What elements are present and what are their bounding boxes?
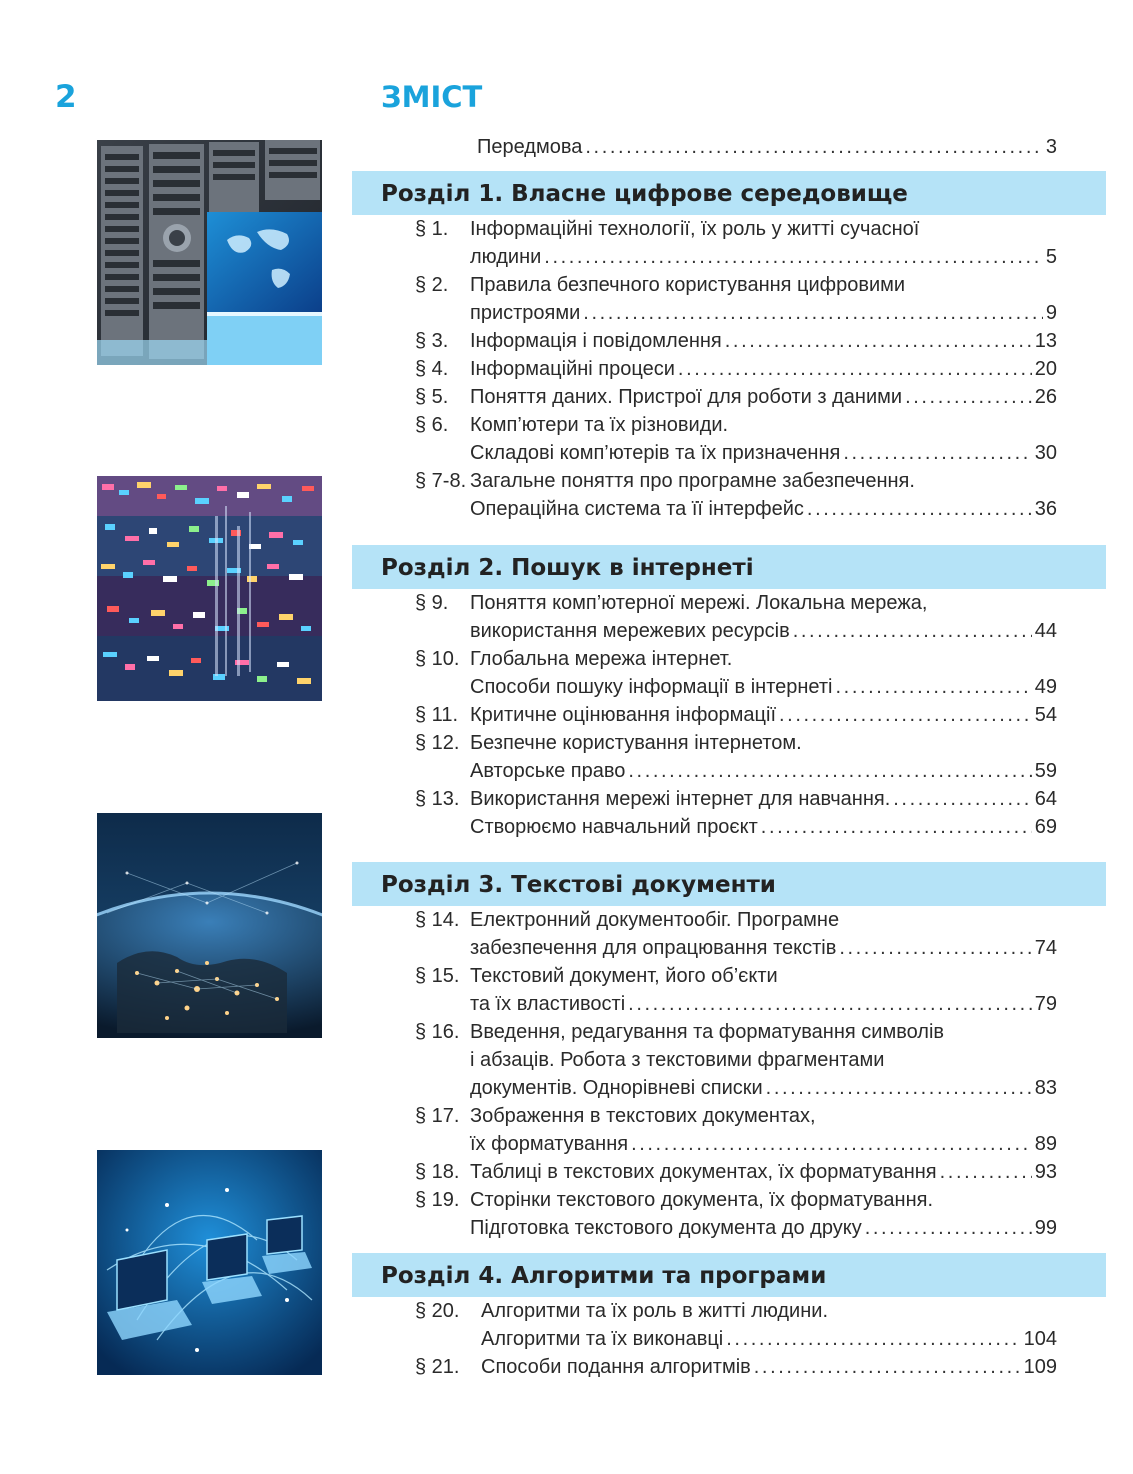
leader-dots <box>754 1353 1021 1381</box>
toc-entry-continued[interactable] <box>415 757 1057 785</box>
toc-entry-title: Створюємо навчальний проєкт <box>470 816 758 838</box>
toc-entry[interactable] <box>415 729 1057 757</box>
leader-dots <box>585 133 1043 161</box>
toc-entry-page: 36 <box>1034 498 1057 520</box>
leader-dots <box>628 990 1032 1018</box>
toc-entry-continued[interactable] <box>415 1130 1057 1158</box>
toc-entry-continued[interactable] <box>415 299 1057 327</box>
leader-dots <box>893 785 1032 813</box>
toc-entry-number: § 9. <box>415 592 449 614</box>
toc-entry-title: Текстовий документ, його об’єкти <box>470 965 778 987</box>
toc-entry-title: документів. Однорівневі списки <box>470 1077 763 1099</box>
toc-entry-number: § 19. <box>415 1189 460 1211</box>
toc-entry-title: Електронний документообіг. Програмне <box>470 909 840 931</box>
toc-entry[interactable] <box>415 383 1057 411</box>
toc-entry-title: Зображення в текстових документах, <box>470 1105 816 1127</box>
toc-entry[interactable] <box>415 701 1057 729</box>
toc-entry-title: Загальне поняття про програмне забезпечення. <box>470 470 915 492</box>
leader-dots <box>628 757 1031 785</box>
toc-entry-title: Таблиці в текстових документах, їх форматування <box>470 1161 937 1183</box>
toc-entry-title: Передмова <box>477 136 583 158</box>
toc-entry-page: 109 <box>1023 1356 1057 1378</box>
toc-entry[interactable] <box>415 1297 1057 1325</box>
toc-entry-title: використання мережевих ресурсів <box>470 620 790 642</box>
toc-entry-title: людини <box>470 246 542 268</box>
toc-entry-continued[interactable] <box>415 1074 1057 1102</box>
toc-entry-continued[interactable] <box>415 990 1057 1018</box>
section-header[interactable] <box>352 171 1106 215</box>
leader-dots <box>678 355 1032 383</box>
data-stream-photo <box>97 476 322 701</box>
toc-entry-number: § 20. <box>415 1300 460 1322</box>
toc-entry[interactable] <box>415 271 1057 299</box>
toc-entry[interactable] <box>415 813 1057 841</box>
toc-entry[interactable] <box>415 355 1057 383</box>
toc-entry-page: 79 <box>1034 993 1057 1015</box>
page-number: 2 <box>55 79 77 115</box>
leader-dots <box>725 327 1032 355</box>
earth-network-photo <box>97 813 322 1038</box>
toc-entry-number: § 6. <box>415 414 449 436</box>
toc-entry-number: § 21. <box>415 1356 460 1378</box>
toc-entry-title: та їх властивості <box>470 993 626 1015</box>
leader-dots <box>793 617 1032 645</box>
toc-entry[interactable] <box>415 906 1057 934</box>
toc-entry-page: 69 <box>1034 816 1057 838</box>
leader-dots <box>807 495 1032 523</box>
toc-entry-page: 59 <box>1034 760 1057 782</box>
server-room-photo <box>97 140 322 365</box>
toc-entry-title: їх форматування <box>470 1133 629 1155</box>
toc-entry-title: пристроями <box>470 302 581 324</box>
toc-entry-title: Поняття комп’ютерної мережі. Локальна мережа, <box>470 592 928 614</box>
leader-dots <box>905 383 1032 411</box>
toc-entry-number: § 11. <box>415 704 458 726</box>
toc-entry[interactable] <box>415 467 1057 495</box>
toc-entry-title: Комп’ютери та їх різновиди. <box>470 414 729 436</box>
toc-entry-title: Безпечне користування інтернетом. <box>470 732 802 754</box>
toc-entry-title: Способи пошуку інформації в інтернеті <box>470 676 833 698</box>
toc-entry-page: 30 <box>1034 442 1057 464</box>
leader-dots <box>843 439 1031 467</box>
toc-entry-number: § 7-8. <box>415 470 467 492</box>
leader-dots <box>631 1130 1032 1158</box>
toc-entry-title: Складові комп’ютерів та їх призначення <box>470 442 841 464</box>
toc-entry-continued[interactable] <box>415 439 1057 467</box>
section-title: Розділ 1. Власне цифрове середовище <box>381 181 908 207</box>
toc-entry-title: Алгоритми та їх роль в житті людини. <box>481 1300 829 1322</box>
leader-dots <box>726 1325 1020 1353</box>
toc-entry[interactable] <box>415 645 1057 673</box>
toc-entry-title: Правила безпечного користування цифровими <box>470 274 906 296</box>
toc-entry[interactable] <box>415 327 1057 355</box>
toc-entry-continued[interactable] <box>415 495 1057 523</box>
toc-entry-title: Авторське право <box>470 760 626 782</box>
toc-entry-page: 74 <box>1034 937 1057 959</box>
toc-entry[interactable] <box>415 589 1057 617</box>
toc-entry-page: 9 <box>1045 302 1057 324</box>
toc-entry[interactable] <box>415 1353 1057 1381</box>
toc-entry[interactable] <box>415 215 1057 243</box>
toc-entry-number: § 13. <box>415 788 460 810</box>
toc-entry-number: § 10. <box>415 648 460 670</box>
toc-entry-number: § 3. <box>415 330 449 352</box>
toc-entry-page: 49 <box>1034 676 1057 698</box>
page-title: ЗМІСТ <box>381 80 483 114</box>
toc-entry-number: § 4. <box>415 358 449 380</box>
toc-entry-page: 20 <box>1034 358 1057 380</box>
leader-dots <box>583 299 1043 327</box>
toc-entry-title: Алгоритми та їх виконавці <box>481 1328 724 1350</box>
toc-entry-title: Введення, редагування та форматування символів <box>470 1021 945 1043</box>
toc-entry-number: § 16. <box>415 1021 460 1043</box>
toc-entry-title: забезпечення для опрацювання текстів <box>470 937 837 959</box>
toc-entry-continued[interactable] <box>415 1046 1057 1074</box>
toc-entry-title: Інформація і повідомлення <box>470 330 722 352</box>
toc-entry-title: Глобальна мережа інтернет. <box>470 648 733 670</box>
toc-entry-number: § 17. <box>415 1105 460 1127</box>
toc-entry-continued[interactable] <box>415 934 1057 962</box>
toc-entry-page: 89 <box>1034 1133 1057 1155</box>
toc-entry-continued[interactable] <box>415 1214 1057 1242</box>
toc-entry-number: § 2. <box>415 274 449 296</box>
toc-entry[interactable] <box>415 962 1057 990</box>
toc-entry-number: § 18. <box>415 1161 460 1183</box>
toc-entry-continued[interactable] <box>415 673 1057 701</box>
toc-entry-page: 99 <box>1034 1217 1057 1239</box>
section-title: Розділ 2. Пошук в інтернеті <box>381 555 754 581</box>
toc-entry[interactable] <box>415 411 1057 439</box>
toc-entry[interactable] <box>415 1186 1057 1214</box>
toc-entry-title: Інформаційні технології, їх роль у житті сучасної <box>470 218 920 240</box>
toc-entry-title: Підготовка текстового документа до друку <box>470 1217 862 1239</box>
leader-dots <box>940 1158 1032 1186</box>
connected-laptops-photo <box>97 1150 322 1375</box>
toc-entry-continued[interactable] <box>415 617 1057 645</box>
leader-dots <box>836 673 1032 701</box>
toc-entry[interactable] <box>415 1158 1057 1186</box>
toc-entry-page: 13 <box>1034 330 1057 352</box>
toc-entry-number: § 1. <box>415 218 449 240</box>
section-header[interactable] <box>352 862 1106 906</box>
toc-entry-number: § 14. <box>415 909 460 931</box>
toc-entry-number: § 5. <box>415 386 449 408</box>
section-title: Розділ 3. Текстові документи <box>381 872 776 898</box>
leader-dots <box>865 1214 1032 1242</box>
toc-preface[interactable] <box>477 133 1057 161</box>
section-header[interactable] <box>352 1253 1106 1297</box>
section-header[interactable] <box>352 545 1106 589</box>
toc-entry-title: Сторінки текстового документа, їх форматування. <box>470 1189 934 1211</box>
toc-entry-title: Поняття даних. Пристрої для роботи з даними <box>470 386 903 408</box>
toc-entry[interactable] <box>415 1102 1057 1130</box>
toc-entry-number: § 15. <box>415 965 460 987</box>
leader-dots <box>761 813 1032 841</box>
toc-entry-page: 93 <box>1034 1161 1057 1183</box>
toc-entry-page: 5 <box>1045 246 1057 268</box>
toc-entry-page: 3 <box>1045 136 1057 158</box>
toc-entry[interactable] <box>415 785 1057 813</box>
toc-entry-title: Використання мережі інтернет для навчання. <box>470 788 891 810</box>
leader-dots <box>839 934 1031 962</box>
toc-entry-title: і абзаців. Робота з текстовими фрагментами <box>470 1049 885 1071</box>
toc-entry-title: Критичне оцінювання інформації <box>470 704 777 726</box>
toc-entry-continued[interactable] <box>415 243 1057 271</box>
leader-dots <box>544 243 1043 271</box>
toc-entry-title: Операційна система та її інтерфейс <box>470 498 804 520</box>
toc-entry[interactable] <box>415 1018 1057 1046</box>
toc-entry-number: § 12. <box>415 732 460 754</box>
toc-entry-page: 64 <box>1034 788 1057 810</box>
leader-dots <box>766 1074 1032 1102</box>
toc-entry-page: 54 <box>1034 704 1057 726</box>
toc-entry-title: Способи подання алгоритмів <box>481 1356 751 1378</box>
toc-entry-continued[interactable] <box>415 1325 1057 1353</box>
leader-dots <box>779 701 1032 729</box>
section-title: Розділ 4. Алгоритми та програми <box>381 1263 827 1289</box>
toc-entry-page: 26 <box>1034 386 1057 408</box>
toc-entry-page: 83 <box>1034 1077 1057 1099</box>
toc-entry-page: 44 <box>1034 620 1057 642</box>
toc-entry-page: 104 <box>1023 1328 1057 1350</box>
toc-entry-title: Інформаційні процеси <box>470 358 675 380</box>
